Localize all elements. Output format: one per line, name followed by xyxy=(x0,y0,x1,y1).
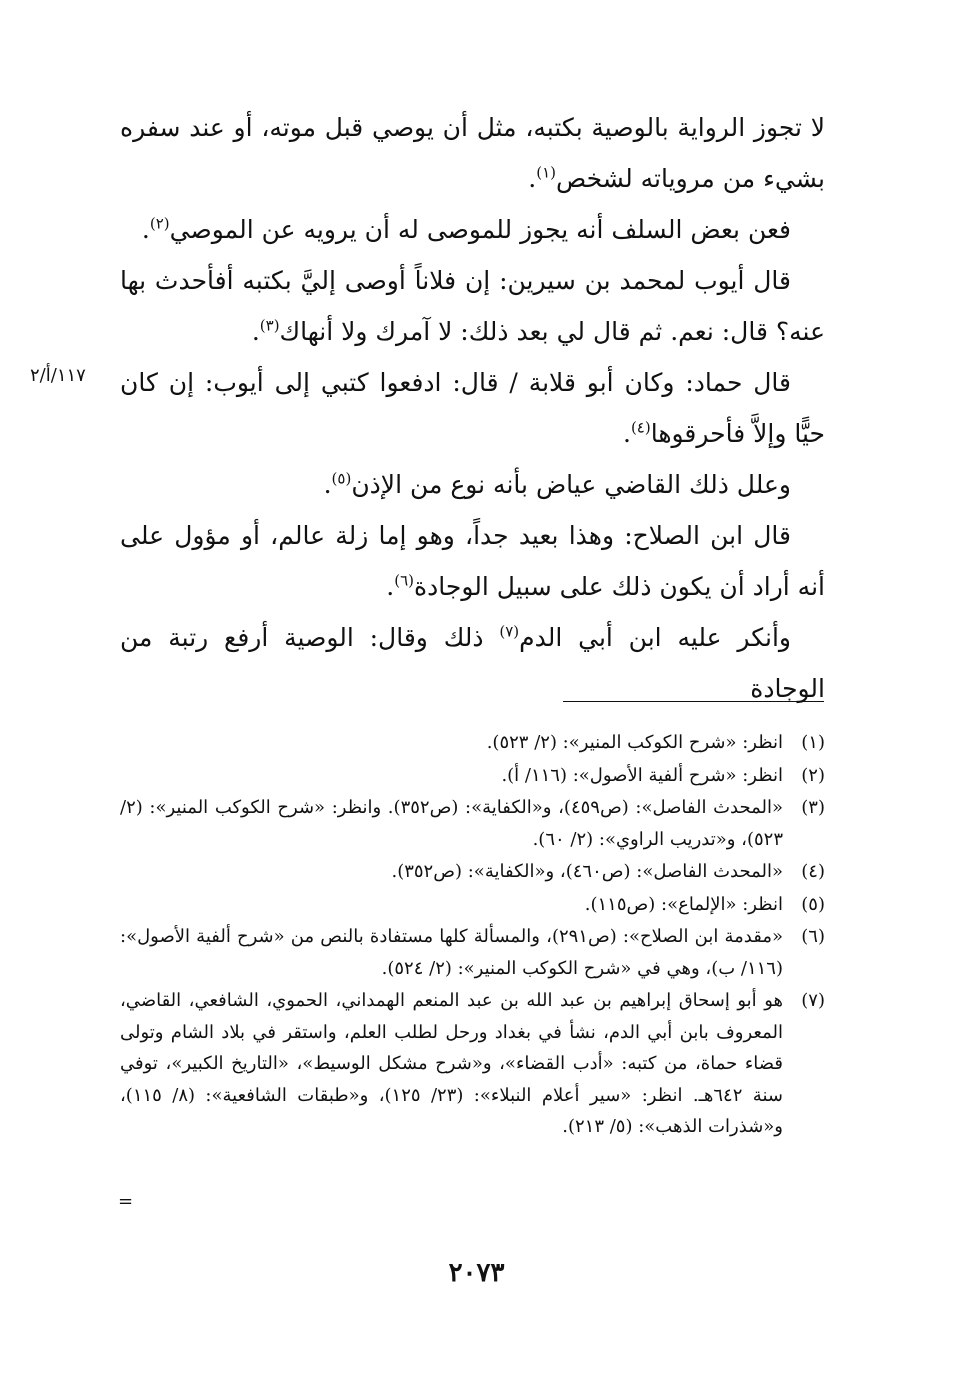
continuation-mark: = xyxy=(118,1191,134,1212)
paragraph-2-text: فعن بعض السلف أنه يجوز للموصى له أن يرويه عن الموصي xyxy=(169,215,791,244)
paragraph-7-text-a: وأنكر عليه ابن أبي الدم xyxy=(519,623,791,652)
footnote-text: انظر: «الإلماع»: (ص١١٥). xyxy=(584,893,783,915)
footnote-text: انظر: «شرح ألفية الأصول»: (١١٦/ أ). xyxy=(501,764,783,786)
footnotes-section xyxy=(120,727,825,1144)
footnote-number: (٢) xyxy=(801,764,825,786)
paragraph-7-text-b: ذلك وقال: الوصية أرفع رتبة من الوجادة xyxy=(120,623,825,703)
footnote-number: (٧) xyxy=(801,990,825,1011)
paragraph-6-text: قال ابن الصلاح: وهذا بعيد جداً، وهو إما زلة عالم، أو مؤول على أنه أراد أن يكون ذلك على سبيل الوجادة xyxy=(120,521,825,601)
footnote-number: (٤) xyxy=(801,861,825,882)
paragraph-6: قال ابن الصلاح: وهذا بعيد جداً، وهو إما زلة عالم، أو مؤول على أنه أراد أن يكون ذلك على سبيل الوجادة$^{(٦)}$. xyxy=(120,521,825,601)
paragraph-3-text: قال أيوب لمحمد بن سيرين: إن فلاناً أوصى إليَّ بكتبه أفأحدث بها عنه؟ قال: نعم. ثم قال لي بعد ذلك: لا آمرك ولا أنهاك xyxy=(120,266,825,346)
footnote-ref-6[interactable]: (٦) xyxy=(394,571,415,590)
footnote-separator xyxy=(563,701,824,702)
paragraph-3: قال أيوب لمحمد بن سيرين: إن فلاناً أوصى إليَّ بكتبه أفأحدث بها عنه؟ قال: نعم. ثم قال لي بعد ذلك: لا آمرك ولا أنهاك$^{(٣)}$. xyxy=(120,266,825,346)
page-number: ٢٠٧٣ xyxy=(448,1258,505,1288)
footnote-text: «المحدث الفاصل»: (ص٤٥٩)، و«الكفاية»: (ص٣٥٢). وانظر: «شرح الكوكب المنير»: (٢/ ٥٢٣)، و«تدريب الراوي»: (٢/ ٦٠). xyxy=(120,797,783,850)
footnote-ref-1[interactable]: (١) xyxy=(536,163,556,182)
footnote-7 xyxy=(120,985,825,1143)
footnote-ref-4[interactable]: (٤) xyxy=(630,418,651,437)
manuscript-folio-note: ١١٧/أ/٢ xyxy=(30,365,86,386)
paragraph-5: وعلل ذلك القاضي عياض بأنه نوع من الإذن$^{(٥)}$. xyxy=(323,469,791,499)
footnote-number: (٣) xyxy=(801,797,825,818)
footnote-text: انظر: «شرح الكوكب المنير»: (٢/ ٥٢٣). xyxy=(486,732,783,753)
paragraph-4-text: قال حماد: وكان أبو قلابة / قال: ادفعوا كتبي إلى أيوب: إن كان حيًّا وإلاَّ فأحرقوها xyxy=(120,368,825,448)
main-text xyxy=(120,102,825,714)
footnote-ref-2[interactable]: (٢) xyxy=(149,214,170,233)
footnote-ref-7[interactable]: (٧) xyxy=(499,622,520,641)
footnote-text: «مقدمة ابن الصلاح»: (ص٢٩١)، والمسألة كلها مستفادة بالنص من «شرح ألفية الأصول»: (١١٦/ ب)، وهي في «شرح الكوكب المنير»: (٢/ ٥٢٤). xyxy=(120,926,783,979)
footnote-number: (١) xyxy=(801,732,825,753)
paragraph-5-text: وعلل ذلك القاضي عياض بأنه نوع من الإذن xyxy=(351,470,791,499)
paragraph-2: فعن بعض السلف أنه يجوز للموصى له أن يرويه عن الموصي$^{(٢)}$. xyxy=(141,214,791,244)
paragraph-7 xyxy=(120,612,825,714)
footnote-3 xyxy=(120,792,825,855)
paragraph-4: قال حماد: وكان أبو قلابة / قال: ادفعوا كتبي إلى أيوب: إن كان حيًّا وإلاَّ فأحرقوها$^{(٤)}$. xyxy=(120,368,825,448)
footnote-5 xyxy=(120,889,825,921)
paragraph-1: لا تجوز الرواية بالوصية بكتبه، مثل أن يوصي قبل موته، أو عند سفره بشيء من مروياته لشخص$^{(١)}$. xyxy=(120,113,825,193)
footnote-number: (٥) xyxy=(801,893,825,915)
footnote-6 xyxy=(120,921,825,984)
footnote-ref-5[interactable]: (٥) xyxy=(331,469,352,488)
footnote-text: هو أبو إسحاق إبراهيم بن عبد الله بن عبد المنعم الهمداني، الحموي، الشافعي، القاضي، المعروف بابن أبي الدم، نشأ في بغداد ورحل لطلب العلم، واستقر في بلاد الشام وتولى قضاء حماة، من كتبه: «أدب القضاء»، و«شرح مشكل الوسيط»، «التاريخ الكبير»، توفي سنة ٦٤٢هـ. انظر: «سير أعلام النبلاء»: (٢٣/ ١٢٥)، و«طبقات الشافعية»: (٨/ ١١٥)، و«شذرات الذهب»: (٥/ ٢١٣). xyxy=(120,990,783,1137)
footnote-4 xyxy=(120,856,825,888)
footnote-ref-3[interactable]: (٣) xyxy=(259,316,280,335)
footnote-2 xyxy=(120,760,825,792)
footnote-number: (٦) xyxy=(801,926,825,947)
footnote-text: «المحدث الفاصل»: (ص٤٦٠)، و«الكفاية»: (ص٣٥٢). xyxy=(391,861,783,882)
paragraph-1-text: لا تجوز الرواية بالوصية بكتبه، مثل أن يوصي قبل موته، أو عند سفره بشيء من مروياته لشخص xyxy=(120,113,825,193)
footnote-1 xyxy=(120,727,825,759)
